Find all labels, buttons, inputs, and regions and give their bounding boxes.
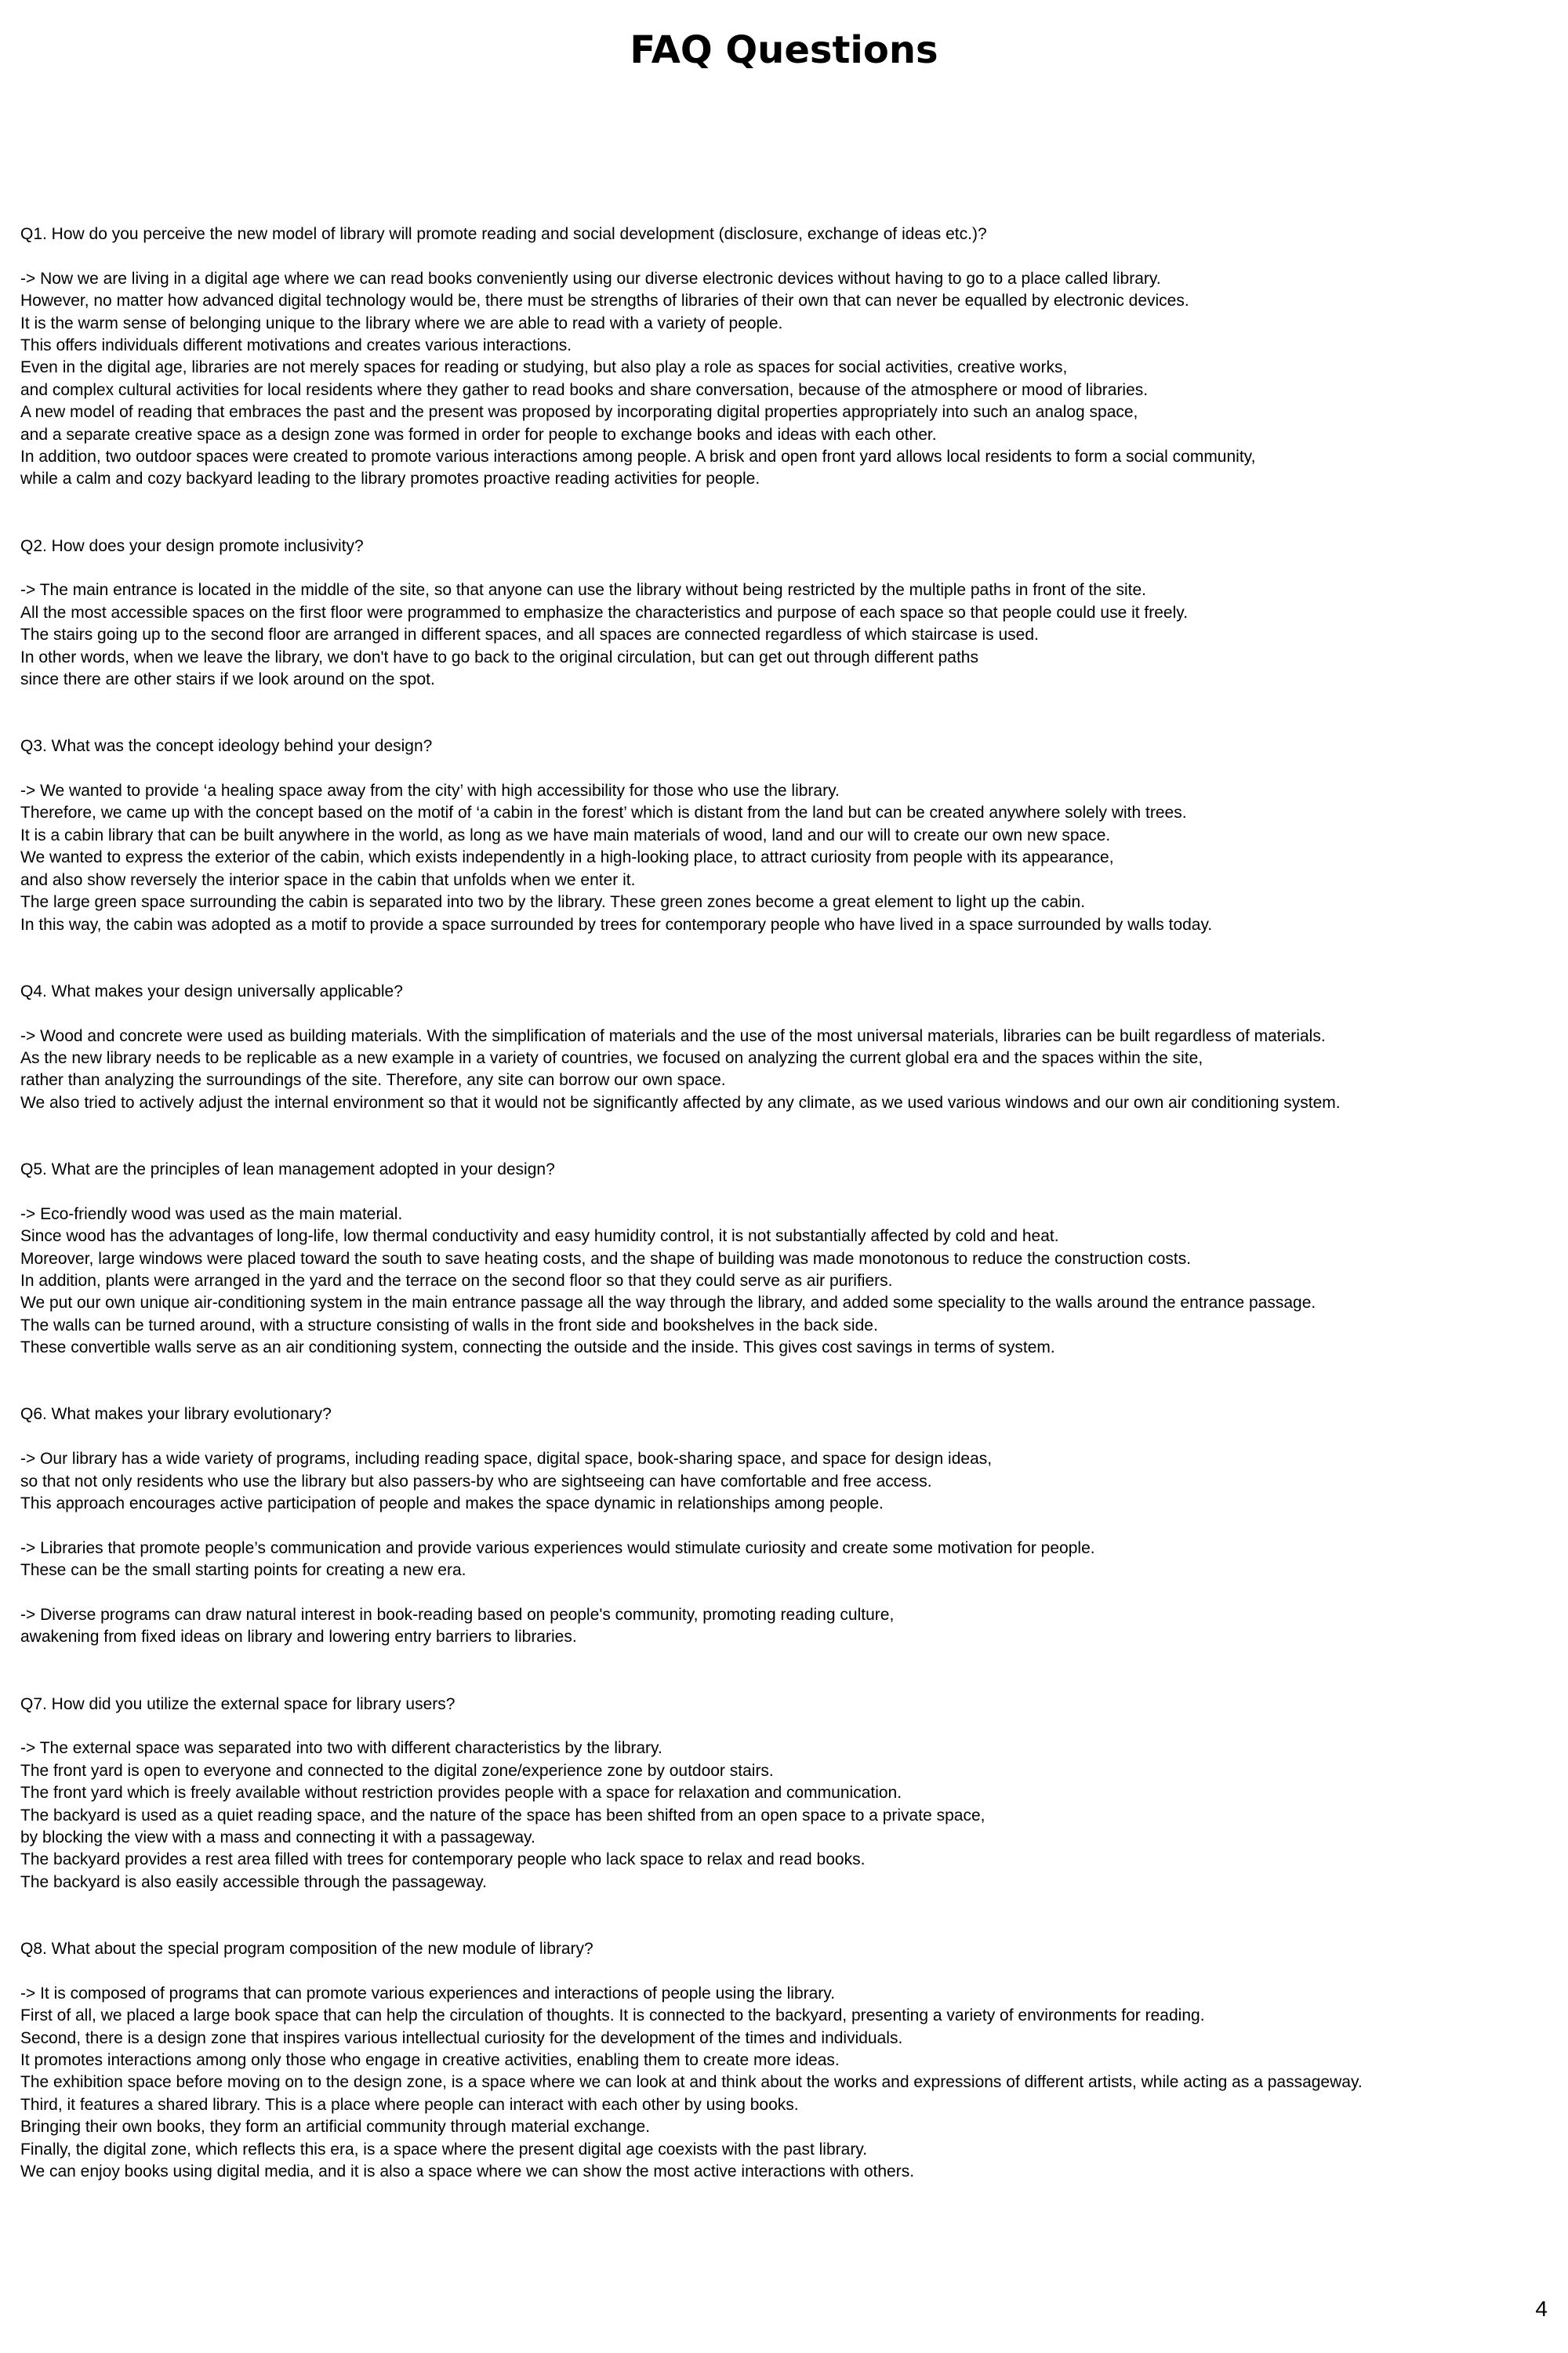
faq-answer-line: -> The external space was separated into two with different characteristics by the library. (20, 1739, 662, 1758)
faq-answer-line: First of all, we placed a large book space that can help the circulation of thoughts. It is connected to the backyard, presenting a variety of environments for reading. (20, 2006, 1205, 2025)
faq-answer-line: We put our own unique air-conditioning system in the main entrance passage all the way through the library, and added some speciality to the walls around the entrance passage. (20, 1294, 1316, 1313)
faq-answer-line: Moreover, large windows were placed toward the south to save heating costs, and the shape of building was made monotonous to reduce the construction costs. (20, 1249, 1192, 1268)
faq-answer-line: -> Diverse programs can draw natural interest in book-reading based on people's community, promoting reading culture, (20, 1605, 895, 1624)
faq-section (20, 536, 1557, 692)
faq-answer-line: We wanted to express the exterior of the cabin, which exists independently in a high-looking place, to attract curiosity from people with its appearance, (20, 848, 1114, 867)
faq-question: Q4. What makes your design universally applicable? (20, 982, 403, 1000)
faq-question: Q7. How did you utilize the external space for library users? (20, 1694, 456, 1713)
faq-answer-line: Second, there is a design zone that inspires various intellectual curiosity for the development of the times and individuals. (20, 2028, 903, 2047)
faq-question: Q3. What was the concept ideology behind your design? (20, 737, 433, 756)
faq-answer-line: Since wood has the advantages of long-life, low thermal conductivity and easy humidity control, it is not substantially affected by cold and heat. (20, 1227, 1059, 1246)
faq-answer-line: -> Libraries that promote people’s communication and provide various experiences would stimulate curiosity and create some motivation for people. (20, 1538, 1095, 1557)
line-spacer (20, 1582, 1557, 1604)
line-spacer (20, 245, 1557, 267)
faq-answer-line: It promotes interactions among only those who engage in creative activities, enabling them to create more ideas. (20, 2051, 840, 2070)
faq-answer-line: However, no matter how advanced digital technology would be, there must be strengths of libraries of their own that can never be equalled by electronic devices. (20, 292, 1189, 310)
faq-question: Q8. What about the special program composition of the new module of library? (20, 1940, 593, 1959)
faq-answer-line: -> Now we are living in a digital age where we can read books conveniently using our diverse electronic devices without having to go to a place called library. (20, 269, 1161, 288)
faq-section (20, 223, 1557, 491)
faq-answer-line: by blocking the view with a mass and connecting it with a passageway. (20, 1828, 535, 1847)
line-spacer (20, 1960, 1557, 1982)
faq-answer-line: Third, it features a shared library. This is a place where people can interact with each other by using books. (20, 2095, 799, 2114)
faq-answer-line: The backyard is also easily accessible through the passageway. (20, 1872, 487, 1891)
faq-answer-line: The stairs going up to the second floor are arranged in different spaces, and all spaces are connected regardless of which staircase is used. (20, 626, 1039, 645)
faq-answer-line: The backyard provides a rest area filled with trees for contemporary people who lack space to relax and read books. (20, 1850, 866, 1869)
line-spacer (20, 758, 1557, 780)
faq-answer-line: As the new library needs to be replicable as a new example in a variety of countries, we focused on analyzing the current global era and the spaces within the site, (20, 1048, 1203, 1067)
faq-answer-line: In addition, two outdoor spaces were created to promote various interactions among people. A brisk and open front yard allows local residents to form a social community, (20, 448, 1256, 467)
faq-question: Q1. How do you perceive the new model of library will promote reading and social development (disclosure, exchange of ideas etc.)? (20, 225, 987, 243)
faq-answer-line: It is the warm sense of belonging unique to the library where we are able to read with a variety of people. (20, 314, 783, 332)
line-spacer (20, 1181, 1557, 1203)
line-spacer (20, 557, 1557, 579)
faq-answer-line: rather than analyzing the surroundings of the site. Therefore, any site can borrow our own space. (20, 1071, 726, 1090)
faq-section (20, 1403, 1557, 1648)
faq-answer-line: The large green space surrounding the cabin is separated into two by the library. These green zones become a great element to light up the cabin. (20, 893, 1086, 912)
faq-answer-line: These convertible walls serve as an air conditioning system, connecting the outside and the inside. This gives cost savings in terms of system. (20, 1338, 1055, 1357)
faq-answer-line: In other words, when we leave the library, we don't have to go back to the original circulation, but can get out through different paths (20, 648, 978, 666)
line-spacer (20, 1003, 1557, 1025)
faq-answer-line: The front yard is open to everyone and connected to the digital zone/experience zone by outdoor stairs. (20, 1761, 774, 1780)
faq-answer-line: -> Our library has a wide variety of programs, including reading space, digital space, book-sharing space, and space for design ideas, (20, 1450, 993, 1469)
faq-answer-line: We also tried to actively adjust the internal environment so that it would not be significantly affected by any climate, as we used various windows and our own air conditioning system. (20, 1093, 1341, 1112)
faq-answer-line: Finally, the digital zone, which reflects this era, is a space where the present digital age coexists with the past library. (20, 2140, 868, 2159)
faq-answer-line: and also show reversely the interior space in the cabin that unfolds when we enter it. (20, 870, 636, 889)
faq-answer-line: Even in the digital age, libraries are not merely spaces for reading or studying, but also play a role as spaces for social activities, creative works, (20, 358, 1068, 377)
faq-answer-line: The front yard which is freely available without restriction provides people with a space for relaxation and communication. (20, 1784, 902, 1803)
faq-answer-line: In this way, the cabin was adopted as a motif to provide a space surrounded by trees for contemporary people who have lived in a space surrounded by walls today. (20, 915, 1213, 934)
faq-answer-line: Therefore, we came up with the concept based on the motif of ‘a cabin in the forest’ which is distant from the land but can be created anywhere solely with trees. (20, 804, 1187, 822)
faq-section (20, 735, 1557, 936)
faq-answer-line: It is a cabin library that can be built anywhere in the world, as long as we have main materials of wood, land and our will to create our own new space. (20, 826, 1111, 844)
faq-answer-line: This approach encourages active participation of people and makes the space dynamic in relationships among people. (20, 1494, 884, 1512)
faq-answer-line: since there are other stairs if we look around on the spot. (20, 670, 435, 689)
faq-question: Q6. What makes your library evolutionary? (20, 1405, 332, 1424)
page-title: FAQ Questions (630, 28, 938, 72)
faq-answer-line: These can be the small starting points for creating a new era. (20, 1561, 466, 1580)
faq-answer-line: -> Eco-friendly wood was used as the main material. (20, 1204, 403, 1223)
faq-section (20, 1694, 1557, 1894)
faq-answer-line: All the most accessible spaces on the first floor were programmed to emphasize the characteristics and purpose of each space so that people could use it freely. (20, 603, 1189, 622)
page-number: 4 (1535, 2297, 1548, 2321)
faq-answer-line: -> It is composed of programs that can promote various experiences and interactions of people using the library. (20, 1984, 836, 2003)
faq-answer-line: We can enjoy books using digital media, and it is also a space where we can show the most active interactions with others. (20, 2162, 915, 2181)
faq-answer-line: The backyard is used as a quiet reading space, and the nature of the space has been shifted from an open space to a private space, (20, 1806, 985, 1825)
faq-answer-line: The exhibition space before moving on to the design zone, is a space where we can look at and think about the works and expressions of different artists, while acting as a passageway. (20, 2073, 1363, 2092)
faq-answer-line: A new model of reading that embraces the past and the present was proposed by incorporating digital properties appropriately into such an analog space, (20, 403, 1138, 422)
faq-answer-line: awakening from fixed ideas on library and lowering entry barriers to libraries. (20, 1628, 577, 1647)
line-spacer (20, 1515, 1557, 1537)
faq-section (20, 1938, 1557, 2183)
faq-answer-line: This offers individuals different motivations and creates various interactions. (20, 336, 572, 355)
faq-answer-line: -> We wanted to provide ‘a healing space away from the city’ with high accessibility for those who use the library. (20, 782, 840, 801)
line-spacer (20, 1716, 1557, 1738)
faq-section (20, 1159, 1557, 1360)
faq-content (20, 223, 1557, 2228)
faq-answer-line: The walls can be turned around, with a structure consisting of walls in the front side and bookshelves in the back side. (20, 1316, 878, 1334)
faq-section (20, 981, 1557, 1114)
faq-question: Q2. How does your design promote inclusivity? (20, 536, 364, 555)
line-spacer (20, 1426, 1557, 1448)
faq-answer-line: Bringing their own books, they form an artificial community through material exchange. (20, 2118, 651, 2137)
faq-answer-line: while a calm and cozy backyard leading to the library promotes proactive reading activities for people. (20, 470, 760, 488)
faq-answer-line: and complex cultural activities for local residents where they gather to read books and share conversation, because of the atmosphere or mood of libraries. (20, 380, 1149, 399)
faq-question: Q5. What are the principles of lean management adopted in your design? (20, 1160, 555, 1178)
faq-answer-line: so that not only residents who use the library but also passers-by who are sightseeing can have comfortable and free access. (20, 1472, 932, 1491)
faq-answer-line: -> The main entrance is located in the middle of the site, so that anyone can use the library without being restricted by the multiple paths in front of the site. (20, 581, 1146, 600)
faq-answer-line: In addition, plants were arranged in the yard and the terrace on the second floor so that they could serve as air purifiers. (20, 1271, 893, 1290)
faq-answer-line: and a separate creative space as a design zone was formed in order for people to exchange books and ideas with each other. (20, 425, 937, 444)
faq-answer-line: -> Wood and concrete were used as building materials. With the simplification of materials and the use of the most universal materials, libraries can be built regardless of materials. (20, 1026, 1326, 1045)
